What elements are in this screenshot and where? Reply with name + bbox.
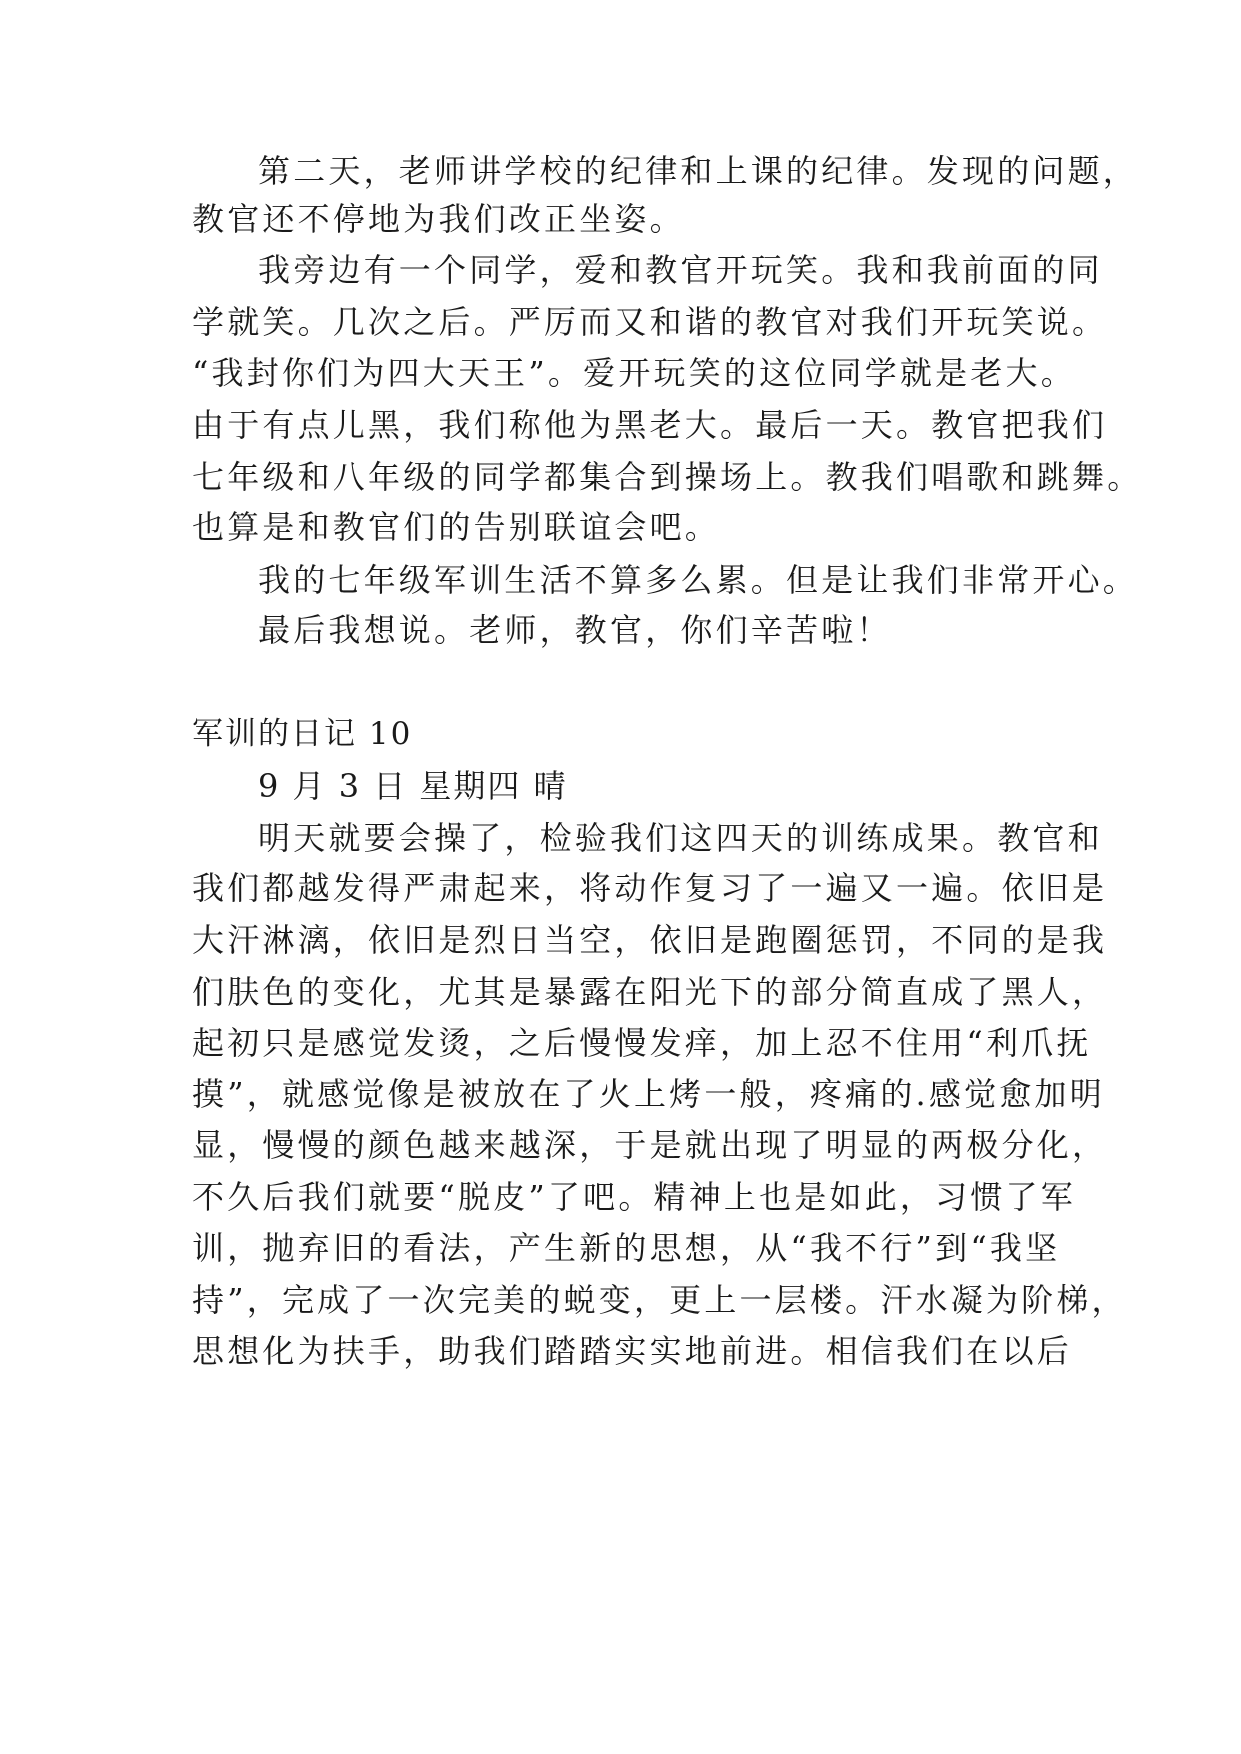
paragraph-line: 我的七年级军训生活不算多么累。但是让我们非常开心。 xyxy=(258,561,1139,599)
paragraph-line: 起初只是感觉发烫，之后慢慢发痒，加上忍不住用“利爪抚 xyxy=(192,1024,1092,1062)
paragraph-line: 我旁边有一个同学，爱和教官开玩笑。我和我前面的同 xyxy=(258,251,1103,289)
paragraph-line: 大汗淋漓，依旧是烈日当空，依旧是跑圈惩罚，不同的是我 xyxy=(192,921,1108,959)
section-title: 军训的日记 10 xyxy=(192,716,413,752)
paragraph-line: 最后我想说。老师，教官，你们辛苦啦！ xyxy=(258,611,892,649)
paragraph-line: 训，抛弃旧的看法，产生新的思想，从“我不行”到“我坚 xyxy=(192,1229,1061,1267)
paragraph-line: 持”，完成了一次完美的蜕变，更上一层楼。汗水凝为阶梯， xyxy=(192,1281,1127,1319)
date-line: 9 月 3 日 星期四 晴 xyxy=(258,767,568,805)
paragraph-line: 第二天，老师讲学校的纪律和上课的纪律。发现的问题， xyxy=(258,152,1139,190)
paragraph-line: 也算是和教官们的告别联谊会吧。 xyxy=(192,508,721,546)
paragraph-line: 由于有点儿黑，我们称他为黑老大。最后一天。教官把我们 xyxy=(192,406,1108,444)
paragraph-line: 学就笑。几次之后。严厉而又和谐的教官对我们开玩笑说。 xyxy=(192,303,1108,341)
paragraph-line: 们肤色的变化，尤其是暴露在阳光下的部分简直成了黑人， xyxy=(192,973,1108,1011)
paragraph-line: 思想化为扶手，助我们踏踏实实地前进。相信我们在以后 xyxy=(192,1332,1073,1370)
paragraph-line: 教官还不停地为我们改正坐姿。 xyxy=(192,200,685,238)
paragraph-line: “我封你们为四大天王”。爱开玩笑的这位同学就是老大。 xyxy=(192,354,1076,392)
paragraph-line: 我们都越发得严肃起来，将动作复习了一遍又一遍。依旧是 xyxy=(192,869,1108,907)
paragraph-line: 不久后我们就要“脱皮”了吧。精神上也是如此，习惯了军 xyxy=(192,1178,1076,1216)
paragraph-line: 明天就要会操了，检验我们这四天的训练成果。教官和 xyxy=(258,819,1103,857)
paragraph-line: 摸”，就感觉像是被放在了火上烤一般，疼痛的.感觉愈加明 xyxy=(192,1075,1105,1113)
paragraph-line: 七年级和八年级的同学都集合到操场上。教我们唱歌和跳舞。 xyxy=(192,458,1143,496)
paragraph-line: 显，慢慢的颜色越来越深，于是就出现了明显的两极分化， xyxy=(192,1126,1108,1164)
